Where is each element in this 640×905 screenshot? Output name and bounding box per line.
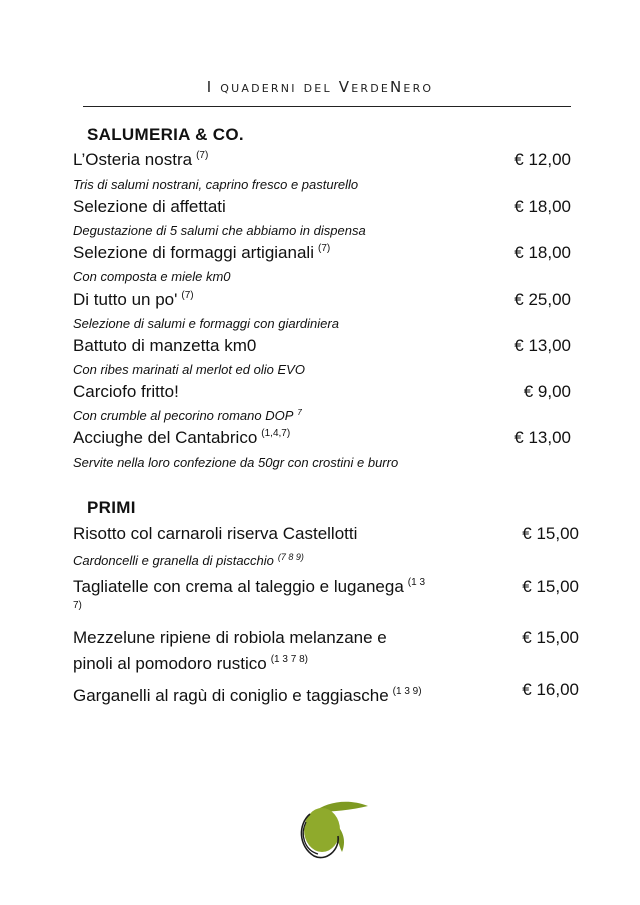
allergen-note-continued: 7): [73, 600, 82, 611]
menu-item-name: L’Osteria nostra $^{(7)}$: [73, 150, 209, 169]
menu-item-price: € 12,00: [514, 150, 571, 169]
allergen-note: 7: [297, 407, 302, 417]
menu-item-name: Risotto col carnaroli riserva Castellotti: [73, 524, 358, 543]
menu-item-name: Acciughe del Cantabrico $^{(1,4,7)}$: [73, 428, 291, 447]
olive-logo-icon: [296, 798, 372, 862]
menu-item-name: Tagliatelle con crema al taleggio e luganega $^{(1 3}$: [73, 577, 426, 596]
menu-item-price: € 13,00: [514, 336, 571, 355]
menu-item-name: Carciofo fritto!: [73, 382, 179, 401]
allergen-note: (1 3 7 8): [270, 654, 308, 666]
menu-item-description: Con ribes marinati al merlot ed olio EVO: [73, 362, 305, 377]
menu-item-price: € 15,00: [522, 524, 579, 543]
header-rule: [83, 106, 571, 107]
menu-item-description: Degustazione di 5 salumi che abbiamo in dispensa: [73, 223, 366, 238]
allergen-note: (1 3: [407, 577, 426, 589]
section-title-primi: PRIMI: [87, 498, 136, 517]
menu-item-description: Tris di salumi nostrani, caprino fresco e pasturello: [73, 177, 359, 192]
menu-item-name: Di tutto un po' $^{(7)}$: [73, 290, 194, 309]
allergen-note: (1 3 9): [392, 686, 422, 698]
menu-item-description: Con composta e miele km0: [73, 269, 231, 284]
menu-item-name: Garganelli al ragù di coniglio e taggiasche $^{(1 3 9)}$: [73, 686, 422, 705]
menu-item-price: € 9,00: [523, 382, 571, 401]
menu-item-price: € 18,00: [514, 197, 571, 216]
section-title-salumeria: SALUMERIA & CO.: [87, 125, 244, 144]
menu-item-description: Servite nella loro confezione da 50gr con crostini e burro: [73, 455, 399, 470]
allergen-note: (7): [181, 290, 194, 302]
menu-item-price: € 25,00: [514, 290, 571, 309]
menu-item-price: € 15,00: [522, 577, 579, 596]
menu-item-description: Selezione di salumi e formaggi con giardiniera: [73, 316, 339, 331]
page-header: I quaderni del VerdeNero: [206, 78, 434, 96]
menu-item-price: € 16,00: [522, 680, 579, 699]
menu-item-price: € 18,00: [514, 243, 571, 262]
allergen-note: (7 8 9): [277, 551, 304, 562]
menu-item-price: € 13,00: [514, 428, 571, 447]
menu-item-name: Selezione di formaggi artigianali $^{(7)}$: [73, 243, 331, 262]
menu-item-name-continued: pinoli al pomodoro rustico $^{(1 3 7 8)}$: [73, 654, 308, 673]
menu-item-name: Battuto di manzetta km0: [73, 336, 257, 355]
menu-item-name: Mezzelune ripiene di robiola melanzane e: [73, 628, 387, 647]
menu-item-price: € 15,00: [522, 628, 579, 647]
menu-item-name: Selezione di affettati: [73, 197, 226, 216]
menu-item-description: Cardoncelli e granella di pistacchio $^{(7 8 9)}$: [73, 551, 304, 568]
menu-item-description: Con crumble al pecorino romano DOP $^7$: [73, 407, 302, 423]
allergen-note: (7): [196, 150, 209, 162]
allergen-note: (7): [317, 243, 331, 255]
allergen-note: (1,4,7): [261, 428, 291, 440]
